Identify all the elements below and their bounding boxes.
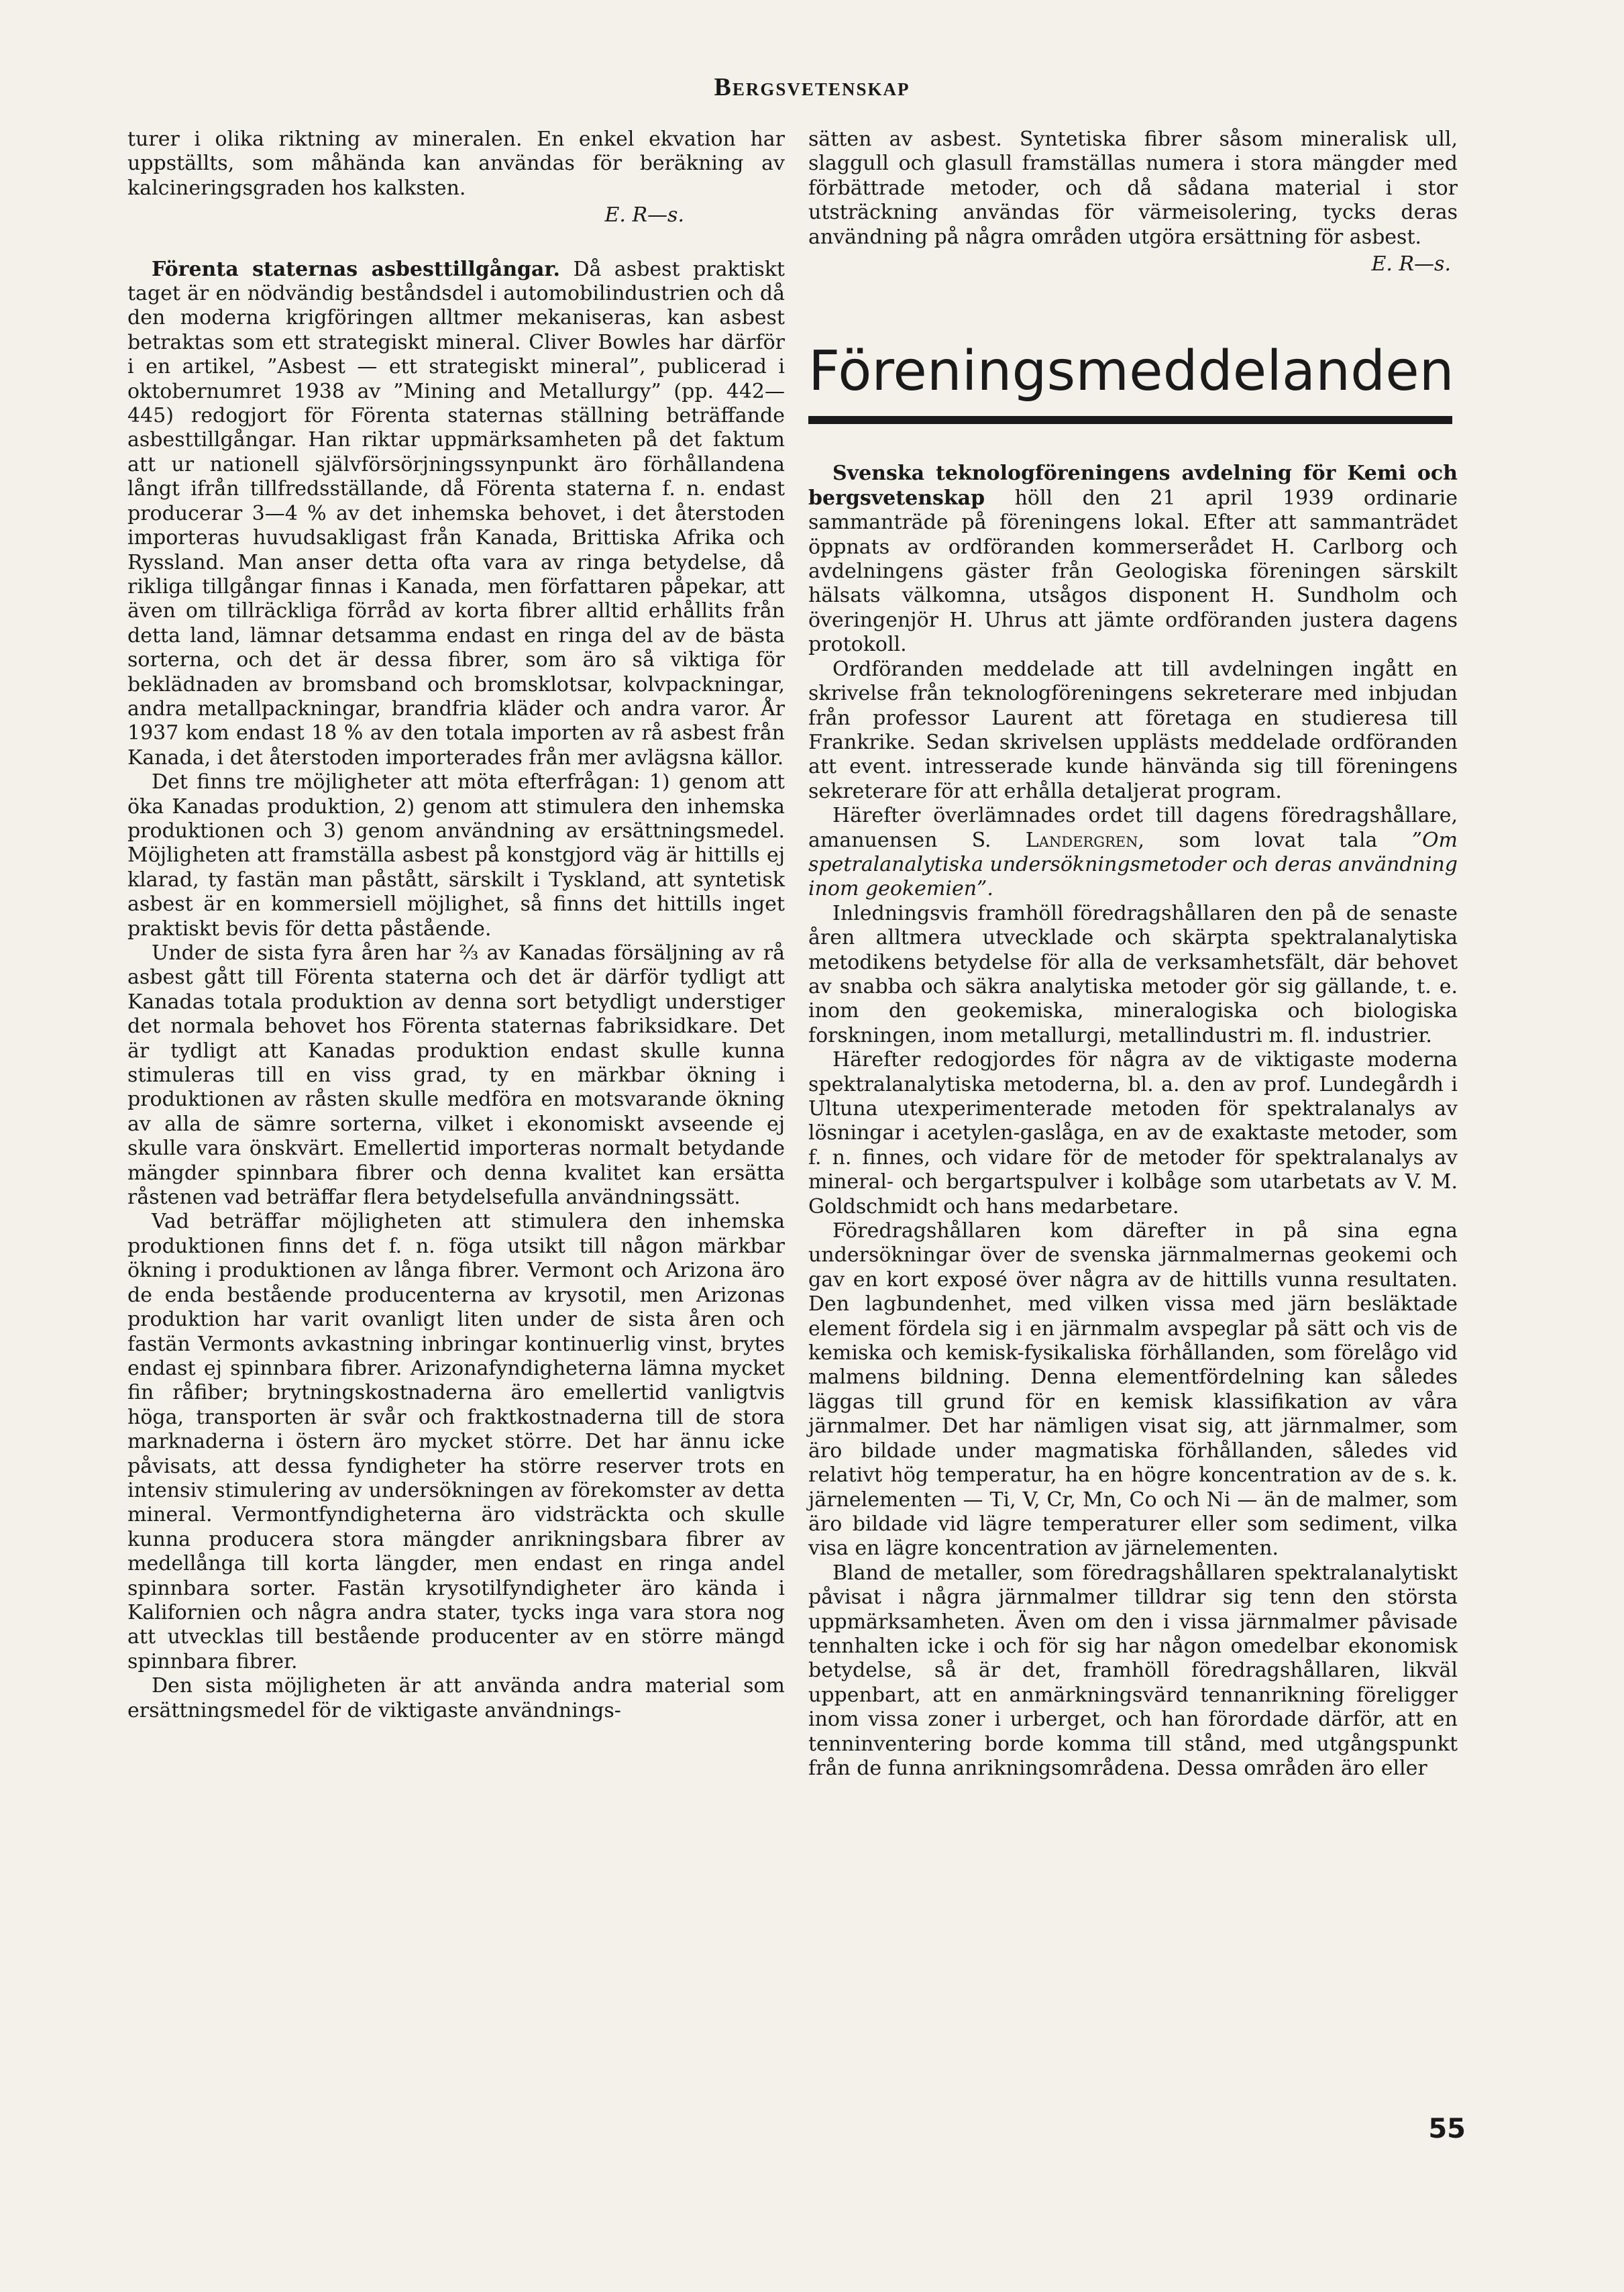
- section-rule: [808, 416, 1452, 424]
- paragraph: Inledningsvis framhöll föredragshållaren den på de senaste åren alltmera utvecklade och skärpta spektralanalytiska metodikens betydelse för alla de verksamhetsfält, där behovet av snabba och säkra analytiska metoder gör sig gällande, t. e. inom den geokemiska, mineralogiska och biologiska forskningen, inom metallurgi, metallindustri m. fl. industrier.: [808, 901, 1458, 1047]
- article-body: Då asbest praktiskt taget är en nödvändig beståndsdel i automobilindustrien och då den moderna krigföringen alltmer mekaniseras, kan asbest betraktas som ett strategiskt mineral. Cliver Bowles har därför i en artikel, ”Asbest — ett strategiskt mineral”, publicerad i oktobernumret 1938 av ”Mining and Metallurgy” (pp. 442—445) redogjort för Förenta staternas ställning beträffande asbesttillgångar. Han riktar uppmärksamheten på det faktum att ur nationell självförsörjningssynpunkt äro förhållandena långt ifrån tillfredsställande, då Förenta staterna f. n. endast producerar 3—4 % av det inhemska behovet, i det återstoden importeras huvudsakligast från Kanada, Brittiska Afrika och Ryssland. Man anser detta ofta vara av ringa betydelse, då rikliga tillgångar finnas i Kanada, men författaren påpekar, att även om tillräckliga förråd av korta fibrer alltid erhållits från detta land, lämnar detsamma endast en ringa del av de bästa sorterna, och det är dessa fibrer, som äro så viktiga för beklädnaden av bromsband och bromsklotsar, kolvpackningar, andra metallpackningar, brandfria kläder och andra varor. År 1937 kom endast 18 % av den totala importen av rå asbest från Kanada, i det återstoden importerades från mer avlägsna källor.: [127, 257, 785, 770]
- article-paragraph: [127, 258, 785, 771]
- signature: E. R—s.: [604, 203, 684, 227]
- paragraph: Föredragshållaren kom därefter in på sina egna undersökningar över de svenska järnmalmernas geokemi och gav en kort exposé över några av de hittills vunna resultaten. Den lagbundenhet, med vilken vissa med järn besläktade element fördela sig i en järnmalm avspeglar på sätt och vis de kemiska och kemisk-fysikaliska förhållanden, som förelågo vid malmens bildning. Denna elementfördelning kan således läggas till grund för en kemisk klassifikation av våra järnmalmer. Det har nämligen visat sig, att järnmalmer, som äro bildade under magmatiska förhållanden, således vid relativt hög temperatur, ha en högre koncentration av de s. k. järnelementen — Ti, V, Cr, Mn, Co och Ni — än de malmer, som äro bildade vid lägre temperaturer eller som sediment, vilka visa en lägre koncentration av järnelementen.: [808, 1219, 1458, 1561]
- paragraph: Vad beträffar möjligheten att stimulera den inhemska produktionen finns det f. n. föga utsikt till någon märkbar ökning i produktionen av långa fibrer. Vermont och Arizona äro de enda bestående producenterna av krysotil, men Arizonas produktion har varit ovanligt liten under de sista åren och fastän Vermonts avkastning inbringar kontinuerlig vinst, brytes endast ej spinnbara fibrer. Arizonafyndigheterna lämna mycket fin råfiber; brytningskostnaderna äro emellertid vanligtvis höga, transporten är svår och fraktkostnaderna till de stora marknaderna i östern äro mycket större. Det har ännu icke påvisats, att dessa fyndigheter ha större reserver trots en intensiv stimulering av undersökningen av förekomster av detta mineral. Vermontfyndigheterna äro vidsträckta och skulle kunna producera stora mängder anrikningsbara fibrer av medellånga till korta längder, men endast en ringa andel spinnbara sorter. Fastän krysotilfyndigheter äro kända i Kalifornien och några andra stater, tycks inga vara stora nog att utvecklas till bestående producenter av en större mängd spinnbara fibrer.: [127, 1210, 785, 1673]
- society-name: Svenska teknologföreningens avdelning för Kemi och bergsvetenskap: [808, 462, 1458, 510]
- right-column: [808, 127, 1458, 1781]
- article-title: Förenta staternas asbesttillgångar.: [152, 257, 560, 281]
- running-head: Bergsvetenskap: [714, 73, 910, 101]
- paragraph: Ordföranden meddelade att till avdelningen ingått en skrivelse från teknologföreningens sekreterare med inbjudan från professor Laurent att företaga en studieresa till Frankrike. Sedan skrivelsen upplästs meddelade ordföranden att event. intresserade kunde hänvända sig till föreningens sekreterare för att erhålla detaljerat program.: [808, 657, 1458, 803]
- signature: E. R—s.: [1371, 252, 1451, 276]
- meeting-paragraph: [808, 462, 1458, 657]
- paragraph: sätten av asbest. Syntetiska fibrer såsom mineralisk ull, slaggull och glasull framställas numera i stora mängder med förbättrade metoder, och då sådana material i stor utsträckning användas för värmeisolering, tycks deras användning på några områden utgöra ersättning för asbest.: [808, 127, 1458, 249]
- meeting-body: höll den 21 april 1939 ordinarie sammanträde på föreningens lokal. Efter att sammanträdet öppnats av ordföranden kommerserådet H. Carlborg och avdelningens gäster från Geologiska föreningen särskilt hälsats välkomna, utsågos disponent H. Sundholm och överingenjör H. Uhrus att jämte ordföranden justera dagens protokoll.: [808, 486, 1458, 657]
- left-column: [127, 127, 785, 1723]
- paragraph: [808, 804, 1458, 902]
- text-run: Härefter överlämnades ordet till dagens föredragshållare, amanuensen S.: [808, 804, 1458, 852]
- paragraph: turer i olika riktning av mineralen. En enkel ekvation har uppställts, som måhända kan användas för beräkning av kalcineringsgraden hos kalksten.: [127, 127, 785, 200]
- paragraph: Den sista möjligheten är att använda andra material som ersättningsmedel för de viktigaste användnings-: [127, 1674, 785, 1722]
- speaker-name: Landergren: [1025, 828, 1138, 852]
- paragraph: Härefter redogjordes för några av de viktigaste moderna spektralanalytiska metoderna, bl. a. den av prof. Lundegårdh i Ultuna utexperimenterade metoden för spektralanalys av lösningar i acetylen-gaslåga, en av de exaktaste metoder, som f. n. finnes, och vidare för de metoder för spektralanalys av mineral- och bergartspulver i kolbåge som utarbetats av V. M. Goldschmidt och hans medarbetare.: [808, 1048, 1458, 1218]
- section-title: Föreningsmeddelanden: [808, 340, 1454, 404]
- page-number: 55: [1428, 2114, 1466, 2144]
- text-run: , som lovat tala: [1138, 828, 1412, 852]
- lecture-title: ”Om spetralanalytiska undersökningsmetoder och deras användning inom geokemien”.: [808, 828, 1458, 901]
- paragraph: Det finns tre möjligheter att möta efterfrågan: 1) genom att öka Kanadas produktion, 2) genom att stimulera den inhemska produktionen och 3) genom användning av ersättningsmedel. Möjligheten att framställa asbest på konstgjord väg är hittills ej klarad, ty fastän man påstått, särskilt i Tyskland, att syntetisk asbest är en kommersiell möjlighet, så finns det hittills inget praktiskt bevis för detta påstående.: [127, 770, 785, 941]
- paragraph: Under de sista fyra åren har ⅔ av Kanadas försäljning av rå asbest gått till Förenta staterna och det är därför tydligt att Kanadas totala produktion av denna sort betydligt understiger det normala behovet hos Förenta staternas fabriksidkare. Det är tydligt att Kanadas produktion endast skulle kunna stimuleras till en viss grad, ty en märkbar ökning i produktionen av råsten skulle medföra en motsvarande ökning av alla de sämre sorterna, vilket i ekonomiskt avseende ej skulle vara önskvärt. Emellertid importeras normalt betydande mängder spinnbara fibrer och denna kvalitet kan ersätta råstenen vad beträffar flera betydelsefulla användningssätt.: [127, 941, 785, 1210]
- paragraph: Bland de metaller, som föredragshållaren spektralanalytiskt påvisat i några järnmalmer tilldrar sig tenn den största uppmärksamheten. Även om den i vissa järnmalmer påvisade tennhalten icke i och för sig har någon omedelbar ekonomisk betydelse, så är det, framhöll föredragshållaren, likväl uppenbart, att en anmärkningsvärd tennanrikning föreligger inom vissa zoner i urberget, och han förordade därför, att en tenninventering borde komma till stånd, med utgångspunkt från de funna anrikningsområdena. Dessa områden äro eller: [808, 1561, 1458, 1780]
